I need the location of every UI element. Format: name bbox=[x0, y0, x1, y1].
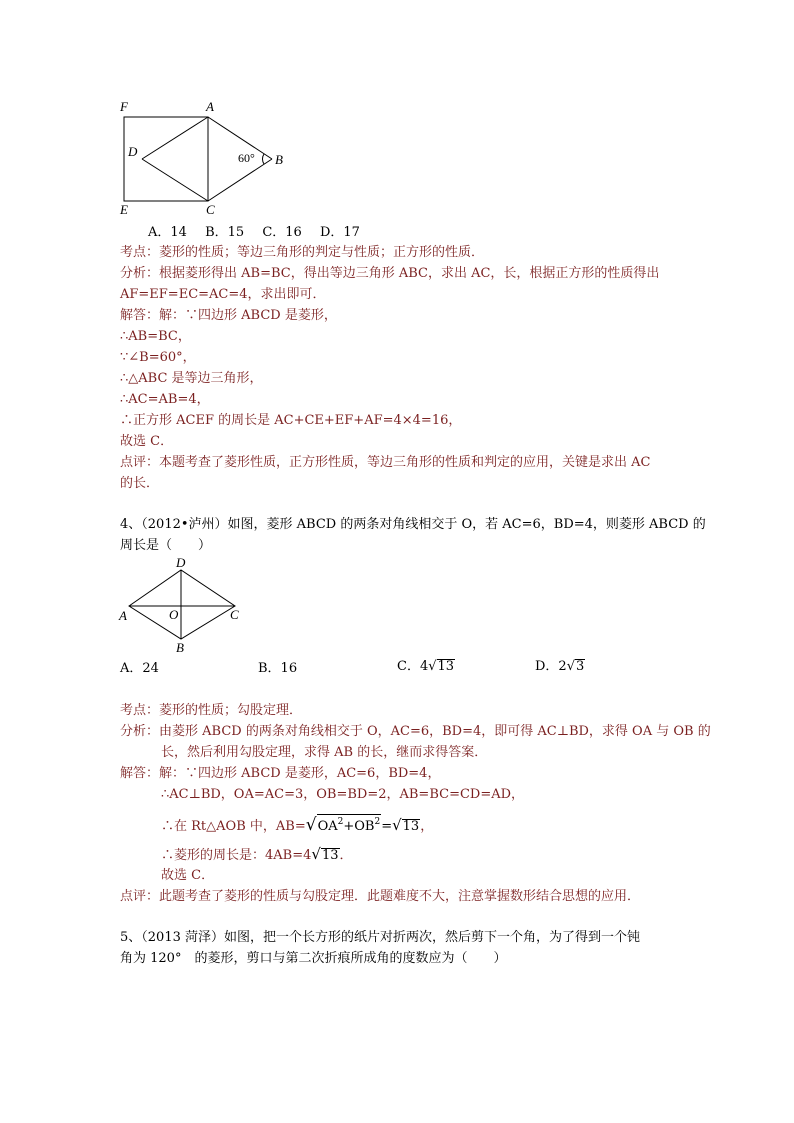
q3-option-c: C．16 bbox=[262, 225, 302, 240]
q3-option-d: D．17 bbox=[319, 225, 360, 240]
q4-jieda-1: 解答：解：∵四边形 ABCD 是菱形，AC=6，BD=4， bbox=[120, 766, 441, 781]
q3-jieda-1: 解答：解：∵四边形 ABCD 是菱形， bbox=[120, 308, 337, 323]
q3-fenxi-1: 分析：根据菱形得出 AB=BC，得出等边三角形 ABC，求出 AC，长，根据正方形的性质得出 bbox=[120, 266, 660, 281]
sqrt-symbol: √ bbox=[311, 845, 321, 863]
label-F: F bbox=[120, 99, 128, 114]
q4-fenxi-1: 分析：由菱形 ABCD 的两条对角线相交于 O，AC=6，BD=4，即可得 AC⊥BD，求得 OA 与 OB 的 bbox=[120, 724, 711, 739]
label-D: D bbox=[128, 144, 138, 159]
sqrt-symbol: √ bbox=[428, 659, 437, 674]
label-A: A bbox=[206, 99, 214, 114]
q4-jieda-2: ∴AC⊥BD，OA=AC=3，OB=BD=2，AB=BC=CD=AD， bbox=[161, 787, 525, 802]
label-B: B bbox=[176, 640, 184, 655]
q4-option-c: C．4√13 bbox=[397, 659, 455, 674]
label-E: E bbox=[120, 202, 128, 217]
q4-option-a: A．24 bbox=[120, 661, 159, 676]
sqrt-symbol: √ bbox=[566, 659, 575, 674]
label-C: C bbox=[206, 202, 215, 217]
q3-option-a: A．14 bbox=[148, 225, 187, 240]
sqrt-symbol: √ bbox=[305, 815, 317, 835]
q4-stem-1: 4、（2012•泸州）如图，菱形 ABCD 的两条对角线相交于 O，若 AC=6，BD=4，则菱形 ABCD 的 bbox=[120, 517, 706, 532]
q4-jieda-3: ∴在 Rt△AOB 中，$AB=√OA^2+OB^2=√13$， bbox=[161, 815, 434, 835]
figure-rhombus-diagonals bbox=[112, 555, 252, 655]
sqrt-symbol: √ bbox=[392, 816, 402, 834]
label-A: A bbox=[119, 608, 127, 623]
q3-options bbox=[148, 225, 360, 241]
q3-jieda-6: ∴正方形 ACEF 的周长是 AC+CE+EF+AF=4×4=16， bbox=[120, 413, 462, 428]
q3-jieda-3: ∵∠B=60°， bbox=[120, 350, 196, 365]
label-D: D bbox=[176, 555, 186, 570]
q5-stem-2: 角为 120° 的菱形，剪口与第二次折痕所成角的度数应为（ ） bbox=[120, 951, 507, 966]
q3-jieda-7: 故选 C． bbox=[120, 434, 174, 449]
q4-fenxi-2: 长，然后利用勾股定理，求得 AB 的长，继而求得答案． bbox=[161, 745, 488, 760]
q4-kaodian: 考点：菱形的性质；勾股定理． bbox=[120, 703, 303, 718]
q4-jieda-5: 故选 C． bbox=[161, 868, 215, 883]
q3-fenxi-2: AF=EF=EC=AC=4，求出即可． bbox=[120, 287, 326, 302]
q4-jieda-4: ∴菱形的周长是：4AB=4√13． bbox=[161, 845, 353, 863]
q3-jieda-2: ∴AB=BC， bbox=[120, 329, 191, 344]
q3-dianping-1: 点评：本题考查了菱形性质，正方形性质，等边三角形的性质和判定的应用，关键是求出 AC bbox=[120, 455, 651, 470]
label-B: B bbox=[275, 152, 283, 167]
q4-option-b: B．16 bbox=[258, 661, 298, 676]
q4-option-d: D．2√3 bbox=[535, 659, 585, 674]
figure-square-rhombus bbox=[110, 95, 300, 220]
label-O: O bbox=[169, 607, 179, 622]
label-C: C bbox=[230, 607, 239, 622]
q3-jieda-5: ∴AC=AB=4， bbox=[120, 392, 210, 407]
q4-dianping: 点评：此题考查了菱形的性质与勾股定理．此题难度不大，注意掌握数形结合思想的应用． bbox=[120, 889, 641, 904]
q3-kaodian: 考点：菱形的性质；等边三角形的判定与性质；正方形的性质． bbox=[120, 245, 485, 260]
label-angle-60: 60° bbox=[238, 151, 255, 165]
q4-stem-2: 周长是（ ） bbox=[120, 538, 212, 553]
q5-stem-1: 5、（2013 菏泽）如图，把一个长方形的纸片对折两次，然后剪下一个角，为了得到一个钝 bbox=[120, 930, 640, 945]
q3-jieda-4: ∴△ABC 是等边三角形， bbox=[120, 371, 263, 386]
q3-option-b: B．15 bbox=[205, 225, 245, 240]
q3-dianping-2: 的长． bbox=[120, 476, 160, 491]
